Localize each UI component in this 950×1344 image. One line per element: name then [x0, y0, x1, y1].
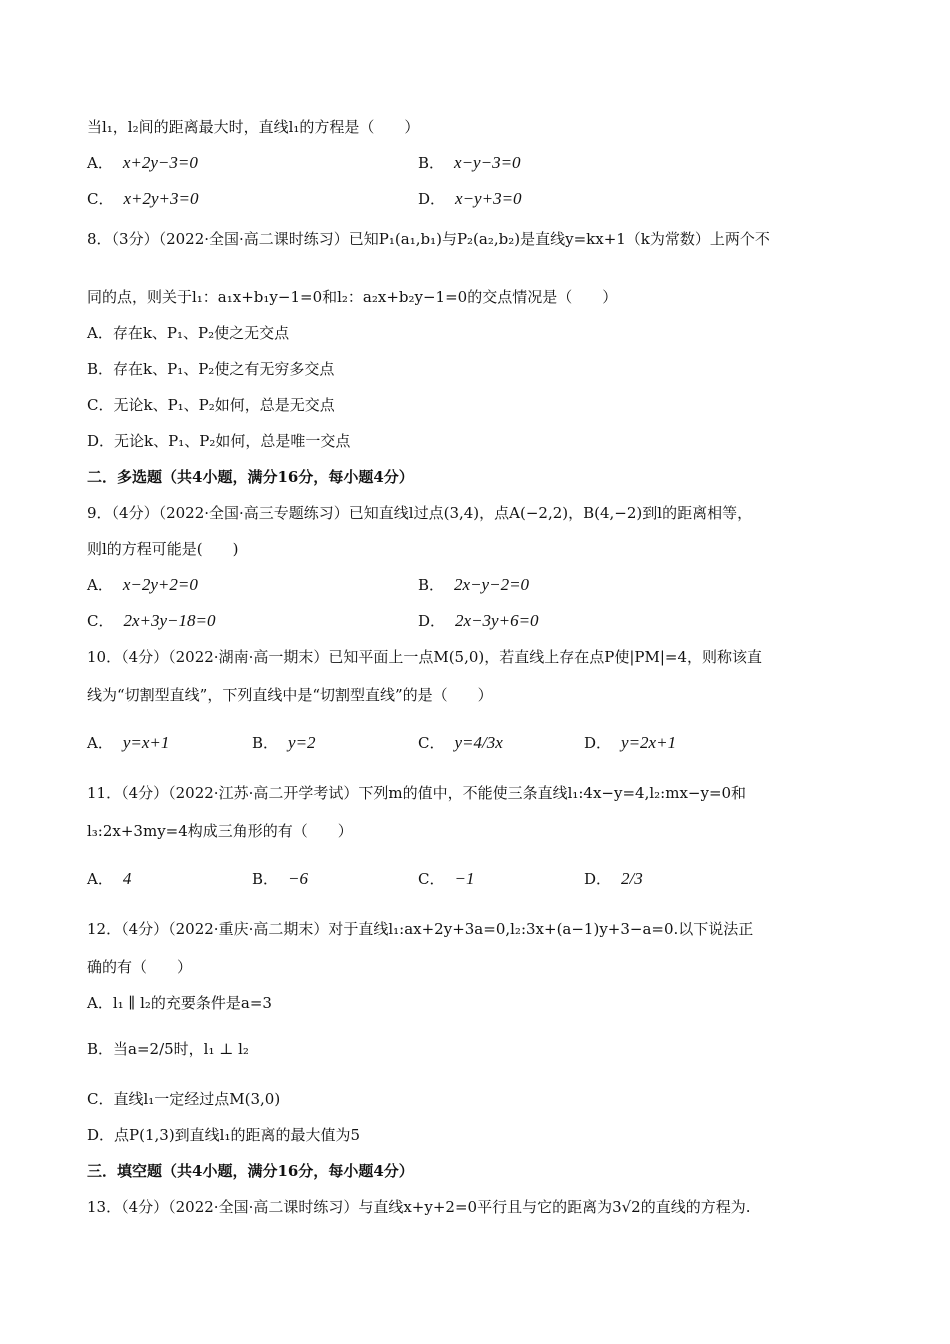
option-label: D． [418, 190, 446, 208]
option-label: B． [252, 870, 279, 888]
option-q10-d [584, 732, 676, 754]
option-formula: 2/3 [621, 869, 643, 888]
option-formula: x−y−3=0 [454, 153, 521, 172]
option-label: B． [418, 576, 445, 594]
option-label: D． [584, 870, 612, 888]
option-formula: 2x−y−2=0 [454, 575, 530, 594]
q13-stem: 13．（4分）（2022·全国·高二课时练习）与直线x+y+2=0平行且与它的距离为3√2的直线的方程为. [87, 1198, 751, 1216]
q12-stem-1: 12．（4分）（2022·重庆·高二期末）对于直线l₁:ax+2y+3a=0,l₂:3x+(a−1)y+3−a=0.以下说法正 [87, 920, 754, 938]
option-q7-c [87, 188, 199, 210]
option-label: A． [87, 734, 113, 752]
option-formula: 2x−3y+6=0 [455, 611, 539, 630]
q8-opt-b: B．存在k、P₁、P₂使之有无穷多交点 [87, 360, 335, 378]
q11-stem-1: 11．（4分）（2022·江苏·高二开学考试）下列m的值中，不能使三条直线l₁:4x−y=4,l₂:mx−y=0和 [87, 784, 747, 802]
option-label: D． [418, 612, 446, 630]
option-formula: −1 [454, 869, 475, 888]
option-q10-b [252, 732, 316, 754]
option-formula: y=4/3x [454, 733, 503, 752]
option-q7-a [87, 152, 198, 174]
option-label: C． [418, 870, 445, 888]
option-formula: y=2x+1 [621, 733, 677, 752]
option-q10-a [87, 732, 169, 754]
q8-opt-d: D．无论k、P₁、P₂如何，总是唯一交点 [87, 432, 351, 450]
option-label: C． [87, 612, 114, 630]
option-formula: x−y+3=0 [455, 189, 522, 208]
q8-opt-c: C．无论k、P₁、P₂如何，总是无交点 [87, 396, 335, 414]
option-label: D． [584, 734, 612, 752]
option-label: A． [87, 154, 113, 172]
q8-opt-a: A．存在k、P₁、P₂使之无交点 [87, 324, 290, 342]
option-label: A． [87, 870, 113, 888]
option-formula: y=x+1 [122, 733, 170, 752]
option-label: B． [252, 734, 279, 752]
q12-opt-d: D．点P(1,3)到直线l₁的距离的最大值为5 [87, 1126, 361, 1144]
q8-stem-1: 8．（3分）（2022·全国·高二课时练习）已知P₁(a₁,b₁)与P₂(a₂,b₂)是直线y=kx+1（k为常数）上两个不 [87, 230, 770, 248]
option-q7-b [418, 152, 521, 174]
option-q7-d [418, 188, 522, 210]
q7-stem-tail: 当l₁，l₂间的距离最大时，直线l₁的方程是（ ） [87, 118, 420, 136]
option-label: C． [87, 190, 114, 208]
option-formula: x−2y+2=0 [122, 575, 198, 594]
option-formula: y=2 [288, 733, 316, 752]
q12-stem-2: 确的有（ ） [87, 958, 193, 976]
option-q11-a [87, 868, 131, 890]
option-formula: x+2y−3=0 [122, 153, 198, 172]
option-formula: 2x+3y−18=0 [123, 611, 216, 630]
option-label: A． [87, 576, 113, 594]
option-formula: 4 [122, 869, 132, 888]
q8-stem-2: 同的点，则关于l₁：a₁x+b₁y−1=0和l₂：a₂x+b₂y−1=0的交点情况是（ ） [87, 288, 618, 306]
option-q10-c [418, 732, 503, 754]
q9-stem-1: 9．（4分）（2022·全国·高三专题练习）已知直线l过点(3,4)，点A(−2,2)，B(4,−2)到l的距离相等， [87, 504, 753, 522]
sec-2: 二．多选题（共4小题，满分16分，每小题4分） [87, 468, 414, 486]
option-label: B． [418, 154, 445, 172]
sec-3: 三．填空题（共4小题，满分16分，每小题4分） [87, 1162, 414, 1180]
q10-stem-2: 线为“切割型直线”，下列直线中是“切割型直线”的是（ ） [87, 686, 493, 704]
option-q11-b [252, 868, 308, 890]
option-q9-c [87, 610, 216, 632]
option-formula: x+2y+3=0 [123, 189, 199, 208]
q9-stem-2: 则l的方程可能是( ) [87, 540, 239, 558]
q12-opt-c: C．直线l₁一定经过点M(3,0) [87, 1090, 281, 1108]
q11-stem-2: l₃:2x+3my=4构成三角形的有（ ） [87, 822, 353, 840]
q10-stem-1: 10．（4分）（2022·湖南·高一期末）已知平面上一点M(5,0)，若直线上存在点P使|PM|=4，则称该直 [87, 648, 763, 666]
option-q11-c [418, 868, 474, 890]
q12-opt-a: A．l₁ ∥ l₂的充要条件是a=3 [87, 994, 272, 1012]
q12-opt-b: B．当a=2/5时，l₁ ⊥ l₂ [87, 1040, 249, 1058]
option-q9-a [87, 574, 198, 596]
option-q11-d [584, 868, 643, 890]
option-q9-b [418, 574, 529, 596]
option-label: C． [418, 734, 445, 752]
option-formula: −6 [288, 869, 309, 888]
option-q9-d [418, 610, 539, 632]
